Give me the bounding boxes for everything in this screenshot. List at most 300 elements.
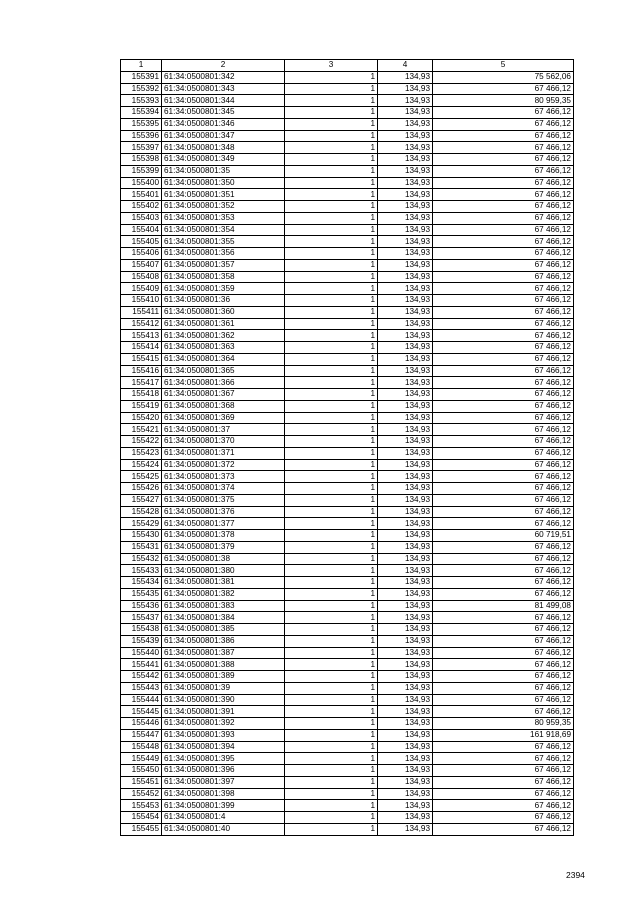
row-number-cell: 155401 [121,189,162,201]
area-cell: 134,93 [378,248,433,260]
value-cell: 67 466,12 [433,659,574,671]
area-cell: 134,93 [378,130,433,142]
table-row [121,259,574,271]
count-cell: 1 [285,682,378,694]
row-number-cell: 155448 [121,741,162,753]
table-row [121,295,574,307]
table-row [121,118,574,130]
value-cell: 67 466,12 [433,788,574,800]
count-cell: 1 [285,295,378,307]
area-cell: 134,93 [378,565,433,577]
table-row [121,306,574,318]
value-cell: 67 466,12 [433,154,574,166]
value-cell: 67 466,12 [433,236,574,248]
cadastral-number-cell: 61:34:0500801:353 [162,212,285,224]
table-row [121,518,574,530]
cadastral-number-cell: 61:34:0500801:364 [162,353,285,365]
table-row [121,342,574,354]
cadastral-number-cell: 61:34:0500801:350 [162,177,285,189]
value-cell: 67 466,12 [433,283,574,295]
row-number-cell: 155455 [121,823,162,835]
value-cell: 67 466,12 [433,130,574,142]
cadastral-number-cell: 61:34:0500801:394 [162,741,285,753]
area-cell: 134,93 [378,154,433,166]
area-cell: 134,93 [378,612,433,624]
row-number-cell: 155443 [121,682,162,694]
table-row [121,753,574,765]
count-cell: 1 [285,400,378,412]
value-cell: 67 466,12 [433,800,574,812]
value-cell: 67 466,12 [433,436,574,448]
value-cell: 67 466,12 [433,812,574,824]
value-cell: 67 466,12 [433,553,574,565]
row-number-cell: 155425 [121,471,162,483]
area-cell: 134,93 [378,165,433,177]
table-row [121,224,574,236]
count-cell: 1 [285,130,378,142]
value-cell: 67 466,12 [433,248,574,260]
value-cell: 60 719,51 [433,530,574,542]
area-cell: 134,93 [378,389,433,401]
table-row [121,812,574,824]
cadastral-number-cell: 61:34:0500801:389 [162,671,285,683]
count-cell: 1 [285,342,378,354]
value-cell: 67 466,12 [433,483,574,495]
count-cell: 1 [285,753,378,765]
count-cell: 1 [285,83,378,95]
table-body [121,71,574,835]
cadastral-number-cell: 61:34:0500801:362 [162,330,285,342]
table-row [121,283,574,295]
row-number-cell: 155442 [121,671,162,683]
count-cell: 1 [285,424,378,436]
cadastral-number-cell: 61:34:0500801:365 [162,365,285,377]
row-number-cell: 155404 [121,224,162,236]
count-cell: 1 [285,776,378,788]
count-cell: 1 [285,624,378,636]
cadastral-number-cell: 61:34:0500801:387 [162,647,285,659]
area-cell: 134,93 [378,118,433,130]
count-cell: 1 [285,659,378,671]
cadastral-number-cell: 61:34:0500801:391 [162,706,285,718]
count-cell: 1 [285,506,378,518]
row-number-cell: 155446 [121,718,162,730]
cadastral-number-cell: 61:34:0500801:397 [162,776,285,788]
table-row [121,788,574,800]
row-number-cell: 155414 [121,342,162,354]
value-cell: 67 466,12 [433,224,574,236]
value-cell: 67 466,12 [433,142,574,154]
table-row [121,154,574,166]
cadastral-number-cell: 61:34:0500801:358 [162,271,285,283]
row-number-cell: 155416 [121,365,162,377]
area-cell: 134,93 [378,95,433,107]
count-cell: 1 [285,765,378,777]
count-cell: 1 [285,553,378,565]
table-row [121,365,574,377]
cadastral-number-cell: 61:34:0500801:374 [162,483,285,495]
value-cell: 67 466,12 [433,671,574,683]
row-number-cell: 155444 [121,694,162,706]
row-number-cell: 155445 [121,706,162,718]
value-cell: 67 466,12 [433,612,574,624]
table-row [121,107,574,119]
area-cell: 134,93 [378,506,433,518]
table-row [121,71,574,83]
cadastral-number-cell: 61:34:0500801:383 [162,600,285,612]
area-cell: 134,93 [378,412,433,424]
row-number-cell: 155434 [121,577,162,589]
table-row [121,659,574,671]
table-row [121,471,574,483]
value-cell: 67 466,12 [433,459,574,471]
cadastral-number-cell: 61:34:0500801:346 [162,118,285,130]
cadastral-number-cell: 61:34:0500801:37 [162,424,285,436]
count-cell: 1 [285,541,378,553]
area-cell: 134,93 [378,812,433,824]
table-row [121,718,574,730]
count-cell: 1 [285,741,378,753]
cadastral-number-cell: 61:34:0500801:396 [162,765,285,777]
value-cell: 67 466,12 [433,271,574,283]
cadastral-number-cell: 61:34:0500801:385 [162,624,285,636]
cadastral-number-cell: 61:34:0500801:356 [162,248,285,260]
value-cell: 67 466,12 [433,189,574,201]
count-cell: 1 [285,142,378,154]
cadastral-number-cell: 61:34:0500801:368 [162,400,285,412]
table-row [121,541,574,553]
row-number-cell: 155451 [121,776,162,788]
count-cell: 1 [285,788,378,800]
area-cell: 134,93 [378,741,433,753]
count-cell: 1 [285,71,378,83]
header-cell-col-4: 4 [378,60,433,72]
table-row [121,189,574,201]
area-cell: 134,93 [378,365,433,377]
row-number-cell: 155452 [121,788,162,800]
count-cell: 1 [285,330,378,342]
cadastral-number-cell: 61:34:0500801:38 [162,553,285,565]
table-row [121,671,574,683]
table-row [121,647,574,659]
row-number-cell: 155439 [121,635,162,647]
value-cell: 67 466,12 [433,212,574,224]
cadastral-number-cell: 61:34:0500801:379 [162,541,285,553]
area-cell: 134,93 [378,459,433,471]
cadastral-number-cell: 61:34:0500801:354 [162,224,285,236]
value-cell: 67 466,12 [433,389,574,401]
row-number-cell: 155422 [121,436,162,448]
count-cell: 1 [285,177,378,189]
area-cell: 134,93 [378,330,433,342]
area-cell: 134,93 [378,318,433,330]
area-cell: 134,93 [378,283,433,295]
area-cell: 134,93 [378,353,433,365]
row-number-cell: 155402 [121,201,162,213]
table-row [121,600,574,612]
area-cell: 134,93 [378,624,433,636]
row-number-cell: 155428 [121,506,162,518]
row-number-cell: 155392 [121,83,162,95]
value-cell: 67 466,12 [433,424,574,436]
area-cell: 134,93 [378,142,433,154]
cadastral-number-cell: 61:34:0500801:349 [162,154,285,166]
row-number-cell: 155447 [121,729,162,741]
area-cell: 134,93 [378,530,433,542]
value-cell: 67 466,12 [433,447,574,459]
table-row [121,236,574,248]
cadastral-number-cell: 61:34:0500801:347 [162,130,285,142]
table-row [121,400,574,412]
table-row [121,530,574,542]
table-row [121,682,574,694]
value-cell: 67 466,12 [433,365,574,377]
cadastral-number-cell: 61:34:0500801:393 [162,729,285,741]
count-cell: 1 [285,95,378,107]
row-number-cell: 155412 [121,318,162,330]
table-row [121,212,574,224]
count-cell: 1 [285,823,378,835]
value-cell: 67 466,12 [433,377,574,389]
count-cell: 1 [285,259,378,271]
table-row [121,318,574,330]
value-cell: 67 466,12 [433,706,574,718]
value-cell: 67 466,12 [433,577,574,589]
row-number-cell: 155435 [121,588,162,600]
row-number-cell: 155391 [121,71,162,83]
count-cell: 1 [285,518,378,530]
row-number-cell: 155436 [121,600,162,612]
cadastral-number-cell: 61:34:0500801:345 [162,107,285,119]
value-cell: 67 466,12 [433,342,574,354]
cadastral-number-cell: 61:34:0500801:378 [162,530,285,542]
cadastral-number-cell: 61:34:0500801:376 [162,506,285,518]
table-row [121,436,574,448]
area-cell: 134,93 [378,694,433,706]
count-cell: 1 [285,353,378,365]
count-cell: 1 [285,165,378,177]
row-number-cell: 155429 [121,518,162,530]
value-cell: 67 466,12 [433,588,574,600]
count-cell: 1 [285,248,378,260]
row-number-cell: 155403 [121,212,162,224]
cadastral-number-cell: 61:34:0500801:36 [162,295,285,307]
area-cell: 134,93 [378,306,433,318]
table-row [121,823,574,835]
count-cell: 1 [285,236,378,248]
area-cell: 134,93 [378,259,433,271]
table-row [121,729,574,741]
value-cell: 67 466,12 [433,694,574,706]
table-row [121,412,574,424]
value-cell: 67 466,12 [433,83,574,95]
table-row [121,776,574,788]
row-number-cell: 155397 [121,142,162,154]
row-number-cell: 155424 [121,459,162,471]
row-number-cell: 155453 [121,800,162,812]
count-cell: 1 [285,459,378,471]
table-row [121,565,574,577]
cadastral-number-cell: 61:34:0500801:355 [162,236,285,248]
area-cell: 134,93 [378,647,433,659]
count-cell: 1 [285,447,378,459]
value-cell: 67 466,12 [433,635,574,647]
row-number-cell: 155393 [121,95,162,107]
row-number-cell: 155431 [121,541,162,553]
area-cell: 134,93 [378,295,433,307]
count-cell: 1 [285,718,378,730]
row-number-cell: 155406 [121,248,162,260]
cadastral-number-cell: 61:34:0500801:392 [162,718,285,730]
area-cell: 134,93 [378,659,433,671]
area-cell: 134,93 [378,541,433,553]
area-cell: 134,93 [378,682,433,694]
area-cell: 134,93 [378,236,433,248]
cadastral-number-cell: 61:34:0500801:344 [162,95,285,107]
value-cell: 67 466,12 [433,565,574,577]
area-cell: 134,93 [378,600,433,612]
area-cell: 134,93 [378,635,433,647]
cadastral-number-cell: 61:34:0500801:398 [162,788,285,800]
table-row [121,612,574,624]
value-cell: 67 466,12 [433,295,574,307]
cadastral-number-cell: 61:34:0500801:343 [162,83,285,95]
row-number-cell: 155417 [121,377,162,389]
cadastral-number-cell: 61:34:0500801:370 [162,436,285,448]
cadastral-number-cell: 61:34:0500801:399 [162,800,285,812]
value-cell: 67 466,12 [433,177,574,189]
row-number-cell: 155421 [121,424,162,436]
cadastral-number-cell: 61:34:0500801:357 [162,259,285,271]
cadastral-number-cell: 61:34:0500801:348 [162,142,285,154]
header-cell-col-5: 5 [433,60,574,72]
row-number-cell: 155437 [121,612,162,624]
row-number-cell: 155399 [121,165,162,177]
row-number-cell: 155454 [121,812,162,824]
area-cell: 134,93 [378,471,433,483]
count-cell: 1 [285,212,378,224]
table-row [121,447,574,459]
header-row [121,60,574,72]
cadastral-number-cell: 61:34:0500801:388 [162,659,285,671]
value-cell: 67 466,12 [433,471,574,483]
count-cell: 1 [285,800,378,812]
value-cell: 67 466,12 [433,624,574,636]
area-cell: 134,93 [378,729,433,741]
area-cell: 134,93 [378,107,433,119]
table-row [121,553,574,565]
value-cell: 75 562,06 [433,71,574,83]
count-cell: 1 [285,107,378,119]
row-number-cell: 155395 [121,118,162,130]
area-cell: 134,93 [378,788,433,800]
count-cell: 1 [285,154,378,166]
area-cell: 134,93 [378,706,433,718]
table-row [121,83,574,95]
cadastral-number-cell: 61:34:0500801:35 [162,165,285,177]
count-cell: 1 [285,694,378,706]
area-cell: 134,93 [378,212,433,224]
row-number-cell: 155426 [121,483,162,495]
value-cell: 67 466,12 [433,506,574,518]
count-cell: 1 [285,201,378,213]
cadastral-number-cell: 61:34:0500801:342 [162,71,285,83]
count-cell: 1 [285,118,378,130]
table-row [121,635,574,647]
count-cell: 1 [285,483,378,495]
count-cell: 1 [285,365,378,377]
count-cell: 1 [285,729,378,741]
area-cell: 134,93 [378,800,433,812]
value-cell: 67 466,12 [433,765,574,777]
count-cell: 1 [285,647,378,659]
table-row [121,577,574,589]
area-cell: 134,93 [378,71,433,83]
area-cell: 134,93 [378,424,433,436]
value-cell: 67 466,12 [433,494,574,506]
area-cell: 134,93 [378,553,433,565]
value-cell: 67 466,12 [433,518,574,530]
value-cell: 67 466,12 [433,353,574,365]
cadastral-number-cell: 61:34:0500801:373 [162,471,285,483]
table-row [121,624,574,636]
row-number-cell: 155415 [121,353,162,365]
table-row [121,377,574,389]
cadastral-number-cell: 61:34:0500801:384 [162,612,285,624]
row-number-cell: 155420 [121,412,162,424]
area-cell: 134,93 [378,377,433,389]
table-row [121,694,574,706]
value-cell: 67 466,12 [433,318,574,330]
value-cell: 67 466,12 [433,118,574,130]
value-cell: 67 466,12 [433,107,574,119]
count-cell: 1 [285,612,378,624]
count-cell: 1 [285,530,378,542]
row-number-cell: 155440 [121,647,162,659]
cadastral-number-cell: 61:34:0500801:371 [162,447,285,459]
table-row [121,483,574,495]
value-cell: 67 466,12 [433,647,574,659]
area-cell: 134,93 [378,718,433,730]
count-cell: 1 [285,471,378,483]
row-number-cell: 155411 [121,306,162,318]
cadastral-number-cell: 61:34:0500801:375 [162,494,285,506]
count-cell: 1 [285,671,378,683]
table-row [121,389,574,401]
row-number-cell: 155398 [121,154,162,166]
count-cell: 1 [285,189,378,201]
count-cell: 1 [285,436,378,448]
cadastral-number-cell: 61:34:0500801:360 [162,306,285,318]
data-table [120,59,574,836]
row-number-cell: 155410 [121,295,162,307]
table-row [121,201,574,213]
cadastral-number-cell: 61:34:0500801:4 [162,812,285,824]
cadastral-number-cell: 61:34:0500801:369 [162,412,285,424]
count-cell: 1 [285,271,378,283]
value-cell: 161 918,69 [433,729,574,741]
value-cell: 67 466,12 [433,306,574,318]
table-row [121,424,574,436]
header-cell-col-1: 1 [121,60,162,72]
row-number-cell: 155405 [121,236,162,248]
row-number-cell: 155450 [121,765,162,777]
count-cell: 1 [285,577,378,589]
row-number-cell: 155407 [121,259,162,271]
cadastral-number-cell: 61:34:0500801:390 [162,694,285,706]
area-cell: 134,93 [378,342,433,354]
row-number-cell: 155400 [121,177,162,189]
